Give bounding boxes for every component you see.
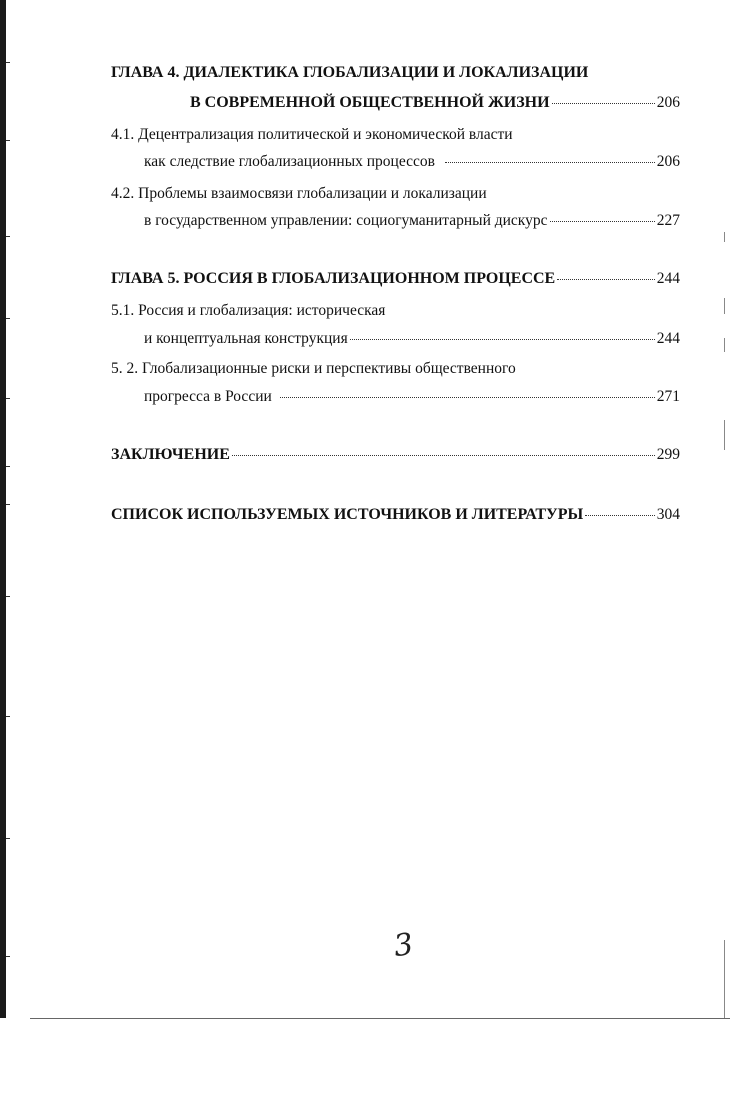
section-4-1-page: 206: [656, 153, 680, 170]
dot-leader: [350, 339, 655, 340]
section-5-2-entry[interactable]: [144, 388, 680, 410]
chapter4-title-line2: В СОВРЕМЕННОЙ ОБЩЕСТВЕННОЙ ЖИЗНИ: [190, 94, 550, 111]
dot-leader: [550, 221, 655, 222]
conclusion-page: 299: [656, 446, 680, 463]
chapter5-page: 244: [656, 270, 680, 287]
bibliography-page: 304: [656, 506, 680, 523]
dot-leader: [232, 455, 655, 456]
section-4-2-page: 227: [656, 212, 680, 229]
chapter4-entry[interactable]: [190, 94, 680, 116]
chapter5-title: ГЛАВА 5. РОССИЯ В ГЛОБАЛИЗАЦИОННОМ ПРОЦЕССЕ: [111, 270, 556, 287]
dot-leader: [552, 103, 655, 104]
chapter4-title-line1: ГЛАВА 4. ДИАЛЕКТИКА ГЛОБАЛИЗАЦИИ И ЛОКАЛИЗАЦИИ: [111, 64, 589, 81]
conclusion-entry[interactable]: [111, 446, 680, 468]
dot-leader: [585, 515, 655, 516]
section-5-1-page: 244: [656, 330, 680, 347]
section-4-2-line2: в государственном управлении: социогуманитарный дискурс: [144, 212, 548, 229]
conclusion-title: ЗАКЛЮЧЕНИЕ: [111, 446, 230, 463]
section-4-2-line1: 4.2. Проблемы взаимосвязи глобализации и локализации: [111, 185, 487, 202]
section-5-2-line1: 5. 2. Глобализационные риски и перспективы общественного: [111, 360, 516, 377]
bibliography-entry[interactable]: [111, 506, 680, 528]
section-5-1-line1: 5.1. Россия и глобализация: историческая: [111, 302, 386, 319]
section-4-1-line1: 4.1. Децентрализация политической и экономической власти: [111, 126, 513, 143]
dot-leader: [557, 279, 655, 280]
section-5-1-entry[interactable]: [144, 330, 680, 352]
bibliography-title: СПИСОК ИСПОЛЬЗУЕМЫХ ИСТОЧНИКОВ И ЛИТЕРАТУРЫ: [111, 506, 584, 523]
section-5-2-page: 271: [656, 388, 680, 405]
chapter4-page: 206: [656, 94, 680, 111]
section-4-1-entry[interactable]: [144, 153, 680, 175]
dot-leader: [445, 162, 655, 163]
section-5-1-line2: и концептуальная конструкция: [144, 330, 348, 347]
section-4-1-line2: как следствие глобализационных процессов: [144, 153, 435, 170]
section-4-2-entry[interactable]: [144, 212, 680, 234]
handwritten-page-number: 3: [391, 926, 416, 965]
dot-leader: [280, 397, 655, 398]
section-5-2-line2: прогресса в России: [144, 388, 272, 405]
chapter5-entry[interactable]: [111, 270, 680, 292]
